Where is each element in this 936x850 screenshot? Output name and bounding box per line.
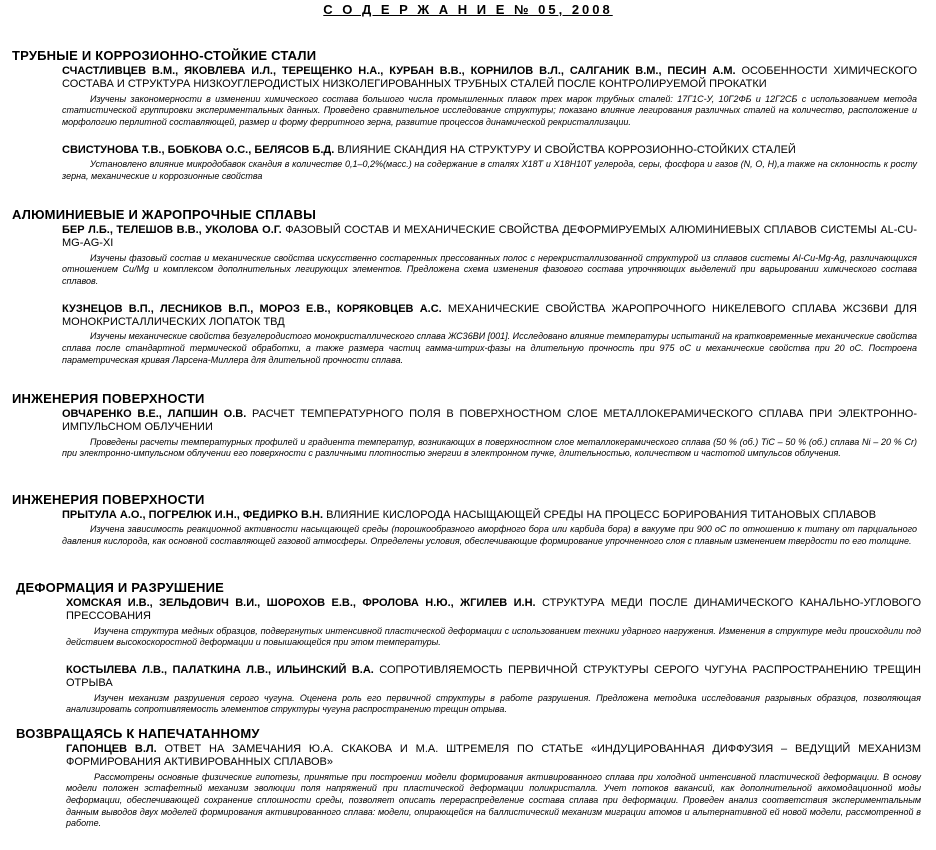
section-revisited — [16, 726, 924, 830]
article-title: ФАЗОВЫЙ СОСТАВ И МЕХАНИЧЕСКИЕ СВОЙСТВА ДЕФОРМИРУЕМЫХ АЛЮМИНИЕВЫХ СПЛАВОВ СИСТЕМЫ AL-CU-MG-AG-XI — [62, 224, 917, 250]
article-authors: ХОМСКАЯ И.В., ЗЕЛЬДОВИЧ В.И., ШОРОХОВ Е.В., ФРОЛОВА Н.Ю., ЖГИЛЕВ И.Н. — [66, 597, 536, 609]
article-authors: КОСТЫЛЕВА Л.В., ПАЛАТКИНА Л.В., ИЛЬИНСКИЙ В.А. — [66, 664, 374, 676]
article-heading — [66, 743, 921, 770]
section-title: ИНЖЕНЕРИЯ ПОВЕРХНОСТИ — [12, 391, 205, 406]
article-authors: ГАПОНЦЕВ В.Л. — [66, 743, 157, 755]
article — [66, 743, 921, 830]
article — [62, 408, 917, 460]
page-title: С О Д Е Р Ж А Н И Е № 05, 2008 — [323, 2, 613, 17]
article-authors: БЕР Л.Б., ТЕЛЕШОВ В.В., УКОЛОВА О.Г. — [62, 224, 282, 236]
article — [66, 597, 921, 649]
article-heading — [62, 144, 917, 157]
article-title: ОСОБЕННОСТИ ХИМИЧЕСКОГО СОСТАВА И СТРУКТУРА НИЗКОУГЛЕРОДИСТЫХ НИЗКОЛЕГИРОВАННЫХ ТРУБНЫХ СТАЛЕЙ ПОСЛЕ КОНТРОЛИРУЕМОЙ ПРОКАТКИ — [62, 65, 917, 91]
article-authors: СВИСТУНОВА Т.В., БОБКОВА О.С., БЕЛЯСОВ Б.Д. — [62, 143, 335, 156]
article-authors: СЧАСТЛИВЦЕВ В.М., ЯКОВЛЕВА И.Л., ТЕРЕЩЕНКО Н.А., КУРБАН В.В., КОРНИЛОВ В.Л., САЛГАНИК В.М., ПЕСИН А.М. — [62, 65, 736, 77]
section-title: ТРУБНЫЕ И КОРРОЗИОННО-СТОЙКИЕ СТАЛИ — [12, 48, 317, 63]
article-abstract: Рассмотрены основные физические гипотезы, принятые при построении модели формирования активированного сплава при холодной интенсивной пластической деформации. В основу модели положен эстафетный механизм эволюции поля напряжений при пластической деформации поликристалла. Учет потоков вакансий, как дополнительной аккомодационной моды деформации, обеспечивающей сохранение сплошности среды, позволяет описать перераспределение состава сплава при деформации. Проведен анализ соответствия экспериментальным данным выводов двух моделей формирования активированного сплава: модели, опирающейся на баллистический механизм миграции атомов и альтернативной ей новой модели, рассмотренной в работе. — [66, 771, 921, 829]
article-heading — [66, 664, 921, 691]
article-authors: КУЗНЕЦОВ В.П., ЛЕСНИКОВ В.П., МОРОЗ Е.В., КОРЯКОВЦЕВ А.С. — [62, 302, 442, 315]
article-heading — [62, 509, 917, 522]
section-title: ИНЖЕНЕРИЯ ПОВЕРХНОСТИ — [12, 492, 205, 507]
section-alloys — [12, 207, 924, 366]
article-abstract: Изучен механизм разрушения серого чугуна. Оценена роль его первичной структуры в работе разрушения. Предложена методика исследования разрывных образцов, позволяющая анализировать сопротивляемость элементов структуры чугуна распространению трещин отрыва. — [66, 692, 921, 715]
article — [62, 509, 917, 548]
section-title: ВОЗВРАЩАЯСЬ К НАПЕЧАТАННОМУ — [16, 726, 260, 741]
article-heading — [62, 224, 917, 251]
article-title: СОПРОТИВЛЯЕМОСТЬ ПЕРВИЧНОЙ СТРУКТУРЫ СЕРОГО ЧУГУНА РАСПРОСТРАНЕНИЮ ТРЕЩИН ОТРЫВА — [66, 664, 921, 690]
article-title: РАСЧЕТ ТЕМПЕРАТУРНОГО ПОЛЯ В ПОВЕРХНОСТНОМ СЛОЕ МЕТАЛЛОКЕРАМИЧЕСКОГО СПЛАВА ПРИ ЭЛЕКТРОННО-ИМПУЛЬСНОМ ОБЛУЧЕНИИ — [62, 408, 918, 434]
section-surface-2 — [12, 492, 924, 548]
article-abstract: Изучена зависимость реакционной активности насыщающей среды (порошкообразного аморфного бора или карбида бора) в вакууме при 900 оС по отношению к титану от парциального давления кислорода, как основной составляющей газовой атмосферы. Определены условия, обеспечивающие формирование упрочненного слоя с плавным изменением твердости по его толщине. — [62, 524, 917, 546]
article-heading — [62, 303, 917, 330]
article-abstract: Изучены закономерности в изменении химического состава большого числа промышленных плавок трех марок трубных сталей: 17Г1С-У, 10Г2ФБ и 12Г2СБ с использованием метода статистической группировки экспериментальных данных. Проведено сравнительное исследование структуры; показано влияние легирования различных сталей на количество, расположение и морфологию перлитной составляющей, размер и форму ферритного зерна, развитие процессов динамической рекристаллизации. — [62, 93, 917, 127]
article-abstract: Изучена структура медных образцов, подвергнутых интенсивной пластической деформации с использованием техники ударного нагружения. Изменения в структуре меди происходили под действием высокоскоростной деформации и повышающейся при этом температуры. — [66, 625, 921, 648]
article-title: ОТВЕТ НА ЗАМЕЧАНИЯ Ю.А. СКАКОВА И М.А. ШТРЕМЕЛЯ ПО СТАТЬЕ «ИНДУЦИРОВАННАЯ ДИФФУЗИЯ – ВЕДУЩИЙ МЕХАНИЗМ ФОРМИРОВАНИЯ АКТИВИРОВАННЫХ СПЛАВОВ» — [66, 743, 921, 769]
article-heading — [66, 597, 921, 624]
section-surface-1 — [12, 391, 924, 460]
article — [66, 664, 921, 716]
article-abstract: Установлено влияние микродобавок скандия в количестве 0,1–0,2%(масс.) на содержание в сталях Х18Т и Х18Н10Т углерода, серы, фосфора и газов (N, O, H),а также на склонность к росту зерна, механические и коррозионные свойства — [62, 159, 917, 181]
article-title: МЕХАНИЧЕСКИЕ СВОЙСТВА ЖАРОПРОЧНОГО НИКЕЛЕВОГО СПЛАВА ЖС36ВИ ДЛЯ МОНОКРИСТАЛЛИЧЕСКИХ ЛОПАТОК ТВД — [62, 302, 918, 328]
article — [62, 224, 917, 288]
article — [62, 303, 917, 367]
article-authors: ПРЫТУЛА А.О., ПОГРЕЛЮК И.Н., ФЕДИРКО В.Н. — [62, 509, 324, 521]
article-heading — [62, 408, 917, 435]
article — [62, 65, 917, 129]
section-steels — [12, 48, 924, 182]
article-abstract: Изучены механические свойства безуглеродистого монокристаллического сплава ЖС36ВИ [001]. Исследовано влияние температуры испытаний на кратковременные механические свойства сплава после стандартной термической обработки, а также размера частиц гамма-штрих-фазы на длительную прочность при 975 оС и механические свойства при 20 оС. Построена параметрическая кривая Ларсена-Миллера для длительной прочности сплава. — [62, 331, 917, 365]
section-title: ДЕФОРМАЦИЯ И РАЗРУШЕНИЕ — [16, 580, 224, 595]
article-abstract: Изучены фазовый состав и механические свойства искусственно состаренных прессованных полос с нерекристаллизованной структурой из сплавов системы Al-Cu-Mg-Ag, различающихся отношением Cu/Mg и комплексом дополнительных легирующих элементов. Предложена схема изменения фазового состава упрочняющих выделений при варьировании химического состава сплавов. — [62, 252, 917, 286]
article-abstract: Проведены расчеты температурных профилей и градиента температур, возникающих в поверхностном слое металлокерамического сплава (50 % (об.) TiC – 50 % (об.) сплава Ni – 20 % Cr) при электронно-импульсном облучении его поверхности с различными плотностью энергии в электронном пучке, длительностью, количеством и частотой импульсов облучения. — [62, 436, 917, 459]
article-title: СТРУКТУРА МЕДИ ПОСЛЕ ДИНАМИЧЕСКОГО КАНАЛЬНО-УГЛОВОГО ПРЕССОВАНИЯ — [66, 597, 922, 623]
article-title: ВЛИЯНИЕ КИСЛОРОДА НАСЫЩАЮЩЕЙ СРЕДЫ НА ПРОЦЕСС БОРИРОВАНИЯ ТИТАНОВЫХ СПЛАВОВ — [326, 509, 877, 521]
article — [62, 144, 917, 183]
article-authors: ОВЧАРЕНКО В.Е., ЛАПШИН О.В. — [62, 408, 247, 420]
section-title: АЛЮМИНИЕВЫЕ И ЖАРОПРОЧНЫЕ СПЛАВЫ — [12, 207, 316, 222]
section-deformation — [16, 580, 924, 716]
article-title: ВЛИЯНИЕ СКАНДИЯ НА СТРУКТУРУ И СВОЙСТВА КОРРОЗИОННО-СТОЙКИХ СТАЛЕЙ — [337, 143, 796, 156]
article-heading — [62, 65, 917, 92]
